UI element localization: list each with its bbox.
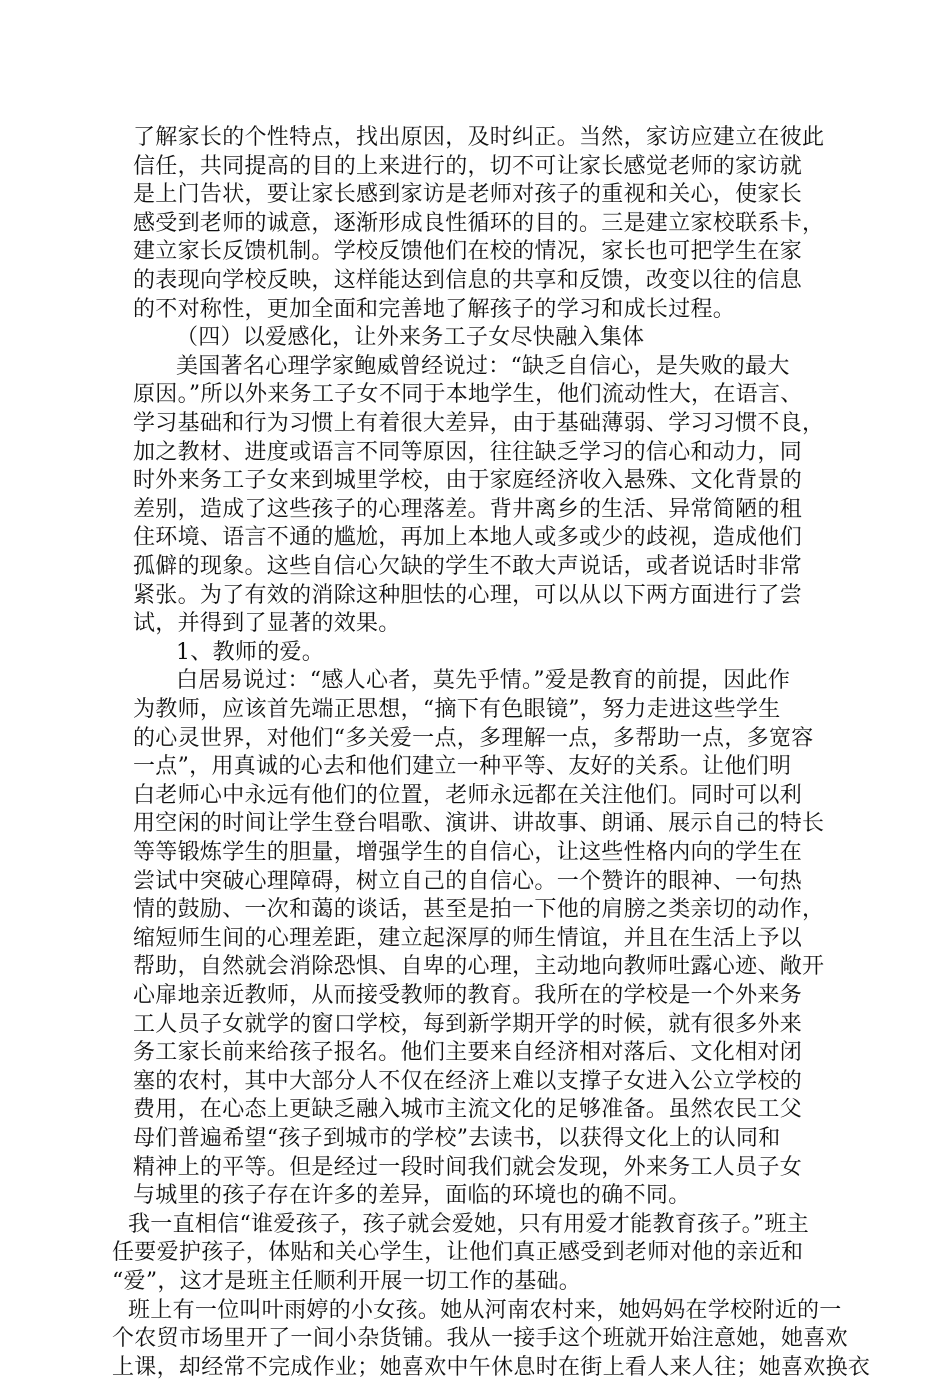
subsection-heading: 1、教师的爱。 [176,640,325,665]
text-line: 心扉地亲近教师，从而接受教师的教育。我所在的学校是一个外来务 [133,983,803,1008]
text-line: 原因。”所以外来务工子女不同于本地学生，他们流动性大，在语言、 [133,382,803,407]
text-line: 与城里的孩子存在许多的差异，面临的环境也的确不同。 [133,1183,691,1208]
text-line: 建立家长反馈机制。学校反馈他们在校的情况，家长也可把学生在家 [133,239,803,264]
text-line: 白老师心中永远有他们的位置，老师永远都在关注他们。同时可以利 [133,783,803,808]
text-line: 一点”，用真诚的心去和他们建立一种平等、友好的关系。让他们明 [133,754,792,779]
text-line: 为教师，应该首先端正思想，“摘下有色眼镜”，努力走进这些学生 [133,697,781,722]
text-line: 信任，共同提高的目的上来进行的，切不可让家长感觉老师的家访就 [133,154,803,179]
text-line: 的心灵世界，对他们“多关爱一点，多理解一点，多帮助一点，多宽容 [133,726,814,751]
text-line: 工人员子女就学的窗口学校，每到新学期开学的时候，就有很多外来 [133,1012,803,1037]
text-line: 白居易说过：“感人心者，莫先乎情。”爱是教育的前提，因此作 [176,668,791,693]
text-line: 美国著名心理学家鲍威曾经说过：“缺乏自信心，是失败的最大 [176,354,790,379]
text-line: 任要爱护孩子，体贴和关心学生，让他们真正感受到老师对他的亲近和 [112,1240,804,1265]
text-line: 精神上的平等。但是经过一段时间我们就会发现，外来务工人员子女 [133,1155,803,1180]
text-line: 时外来务工子女来到城里学校，由于家庭经济收入悬殊、文化背景的 [133,468,803,493]
text-line: 费用，在心态上更缺乏融入城市主流文化的足够准备。虽然农民工父 [133,1097,803,1122]
text-line: 尝试中突破心理障碍，树立自己的自信心。一个赞许的眼神、一句热 [133,869,803,894]
text-line: 紧张。为了有效的消除这种胆怯的心理，可以从以下两方面进行了尝 [133,583,803,608]
text-line: 帮助，自然就会消除恐惧、自卑的心理，主动地向教师吐露心迹、敞开 [133,954,825,979]
text-line: 试，并得到了显著的效果。 [133,611,401,636]
text-line: 的表现向学校反映，这样能达到信息的共享和反馈，改变以往的信息 [133,268,803,293]
text-line: 了解家长的个性特点，找出原因，及时纠正。当然，家访应建立在彼此 [133,125,825,150]
text-line: 用空闲的时间让学生登台唱歌、演讲、讲故事、朗诵、展示自己的特长 [133,811,825,836]
text-line: 是上门告状，要让家长感到家访是老师对孩子的重视和关心，使家长 [133,182,803,207]
text-line: 住环境、语言不通的尴尬，再加上本地人或多或少的歧视，造成他们 [133,525,803,550]
text-line: 班上有一位叫叶雨婷的小女孩。她从河南农村来，她妈妈在学校附近的一 [128,1298,842,1323]
text-line: 学习基础和行为习惯上有着很大差异，由于基础薄弱、学习习惯不良， [133,411,825,436]
text-line: 塞的农村，其中大部分人不仅在经济上难以支撑子女进入公立学校的 [133,1069,803,1094]
text-line: 务工家长前来给孩子报名。他们主要来自经济相对落后、文化相对闭 [133,1040,803,1065]
text-line: 上课，却经常不完成作业；她喜欢中午休息时在街上看人来人往；她喜欢换衣 [112,1355,871,1380]
text-line: 孤僻的现象。这些自信心欠缺的学生不敢大声说话，或者说话时非常 [133,554,803,579]
text-line: 的不对称性，更加全面和完善地了解孩子的学习和成长过程。 [133,297,736,322]
text-line: 个农贸市场里开了一间小杂货铺。我从一接手这个班就开始注意她，她喜欢 [112,1326,848,1351]
text-line: 等等锻炼学生的胆量，增强学生的自信心，让这些性格内向的学生在 [133,840,803,865]
text-line: 情的鼓励、一次和蔼的谈话，甚至是拍一下他的肩膀之类亲切的动作， [133,897,825,922]
text-line: 母们普遍希望“孩子到城市的学校”去读书，以获得文化上的认同和 [133,1126,781,1151]
text-line: 加之教材、进度或语言不同等原因，往往缺乏学习的信心和动力，同 [133,440,803,465]
text-line: “爱”，这才是班主任顺利开展一切工作的基础。 [112,1269,582,1294]
section-heading: （四）以爱感化，让外来务工子女尽快融入集体 [176,325,645,350]
text-line: 感受到老师的诚意，逐渐形成良性循环的目的。三是建立家校联系卡， [133,211,825,236]
text-line: 缩短师生间的心理差距，建立起深厚的师生情谊，并且在生活上予以 [133,926,803,951]
text-line: 我一直相信“谁爱孩子，孩子就会爱她，只有用爱才能教育孩子。”班主 [128,1212,810,1237]
text-line: 差别，造成了这些孩子的心理落差。背井离乡的生活、异常简陋的租 [133,497,803,522]
